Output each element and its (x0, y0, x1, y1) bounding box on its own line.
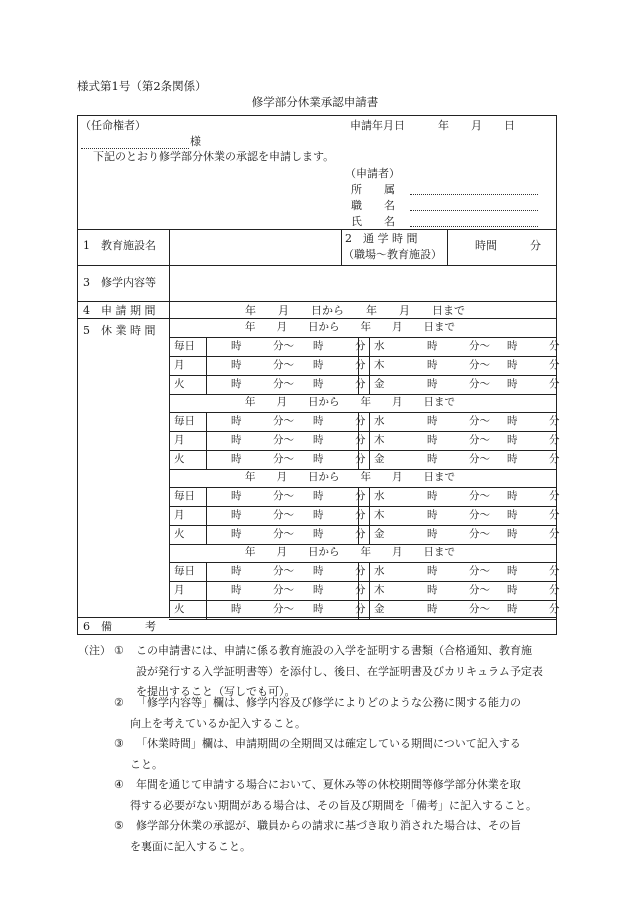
time-end-field[interactable]: 時 分 (507, 490, 560, 502)
day-label: 水 (374, 490, 385, 502)
day-label: 木 (374, 509, 385, 521)
commute-time-label: 2 通 学 時 間 (345, 232, 418, 245)
day-label: 毎日 (174, 490, 195, 502)
time-end-field[interactable]: 時 分 (313, 490, 366, 502)
time-end-field[interactable]: 時 分 (313, 565, 366, 577)
affiliation-label: 所 属 (351, 183, 395, 196)
note-number-4: ④ (114, 778, 124, 791)
time-end-field[interactable]: 時 分 (313, 340, 366, 352)
note-text-1: この申請書には、申請に係る教育施設の入学を証明する書類（合格通知、教育施 設が発行する入学証明書等）を添付し、後日、在学証明書及びカリキュラム予定表 を提出すること（写しでも可）。 (136, 644, 543, 698)
time-start-field[interactable]: 時 分～ (427, 340, 490, 352)
time-start-field[interactable]: 時 分～ (427, 528, 490, 540)
time-start-field[interactable]: 時 分～ (231, 378, 294, 390)
time-end-field[interactable]: 時 分 (507, 603, 560, 615)
day-label: 水 (374, 565, 385, 577)
time-end-field[interactable]: 時 分 (313, 528, 366, 540)
day-label: 金 (374, 603, 385, 615)
time-start-field[interactable]: 時 分～ (231, 340, 294, 352)
note-text-4: 年間を通じて申請する場合において、夏休み等の休校期間等修学部分休業を取 得する必要がない期間がある場合は、その旨及び期間を「備考」に記入すること。 (130, 778, 537, 812)
day-label: 水 (374, 340, 385, 352)
day-label: 木 (374, 584, 385, 596)
commute-time-value[interactable]: 時間 分 (475, 239, 541, 252)
time-start-field[interactable]: 時 分～ (231, 490, 294, 502)
form-label: 様式第1号（第2条関係） (77, 79, 207, 93)
time-start-field[interactable]: 時 分～ (427, 378, 490, 390)
day-label: 金 (374, 528, 385, 540)
remarks-label: 6 備 考 (83, 620, 156, 633)
time-start-field[interactable]: 時 分～ (427, 603, 490, 615)
document-title: 修学部分休業承認申請書 (251, 95, 379, 109)
day-label: 火 (174, 528, 185, 540)
day-label: 月 (174, 584, 185, 596)
note-number-5: ⑤ (114, 819, 124, 832)
notes-prefix: （注） (78, 644, 111, 657)
time-end-field[interactable]: 時 分 (313, 434, 366, 446)
note-text-5: 修学部分休業の承認が、職員からの請求に基づき取り消された場合は、その旨 を裏面に記入すること。 (130, 819, 521, 853)
authority-name-line[interactable] (81, 148, 189, 149)
affiliation-field[interactable] (410, 194, 538, 195)
name-field[interactable] (410, 226, 538, 227)
note-text-3: 「休業時間」欄は、申請期間の全期間又は確定している期間について記入する こと。 (130, 737, 521, 771)
time-end-field[interactable]: 時 分 (507, 359, 560, 371)
time-end-field[interactable]: 時 分 (313, 415, 366, 427)
time-end-field[interactable]: 時 分 (313, 509, 366, 521)
time-start-field[interactable]: 時 分～ (427, 565, 490, 577)
position-label: 職 名 (351, 199, 395, 212)
application-date[interactable]: 申請年月日 年 月 日 (350, 119, 515, 132)
day-label: 月 (174, 434, 185, 446)
time-end-field[interactable]: 時 分 (507, 584, 560, 596)
leave-time-label: 5 休 業 時 間 (83, 324, 156, 337)
day-label: 金 (374, 453, 385, 465)
time-start-field[interactable]: 時 分～ (427, 509, 490, 521)
study-content-label: 3 修学内容等 (83, 276, 156, 289)
time-end-field[interactable]: 時 分 (507, 509, 560, 521)
day-label: 火 (174, 453, 185, 465)
time-start-field[interactable]: 時 分～ (427, 359, 490, 371)
time-end-field[interactable]: 時 分 (507, 340, 560, 352)
time-start-field[interactable]: 時 分～ (231, 603, 294, 615)
application-period-label: 4 申 請 期 間 (83, 304, 156, 317)
honorific: 様 (190, 135, 201, 148)
time-start-field[interactable]: 時 分～ (427, 434, 490, 446)
institution-name-label: 1 教育施設名 (83, 239, 156, 252)
time-end-field[interactable]: 時 分 (313, 603, 366, 615)
time-start-field[interactable]: 時 分～ (231, 453, 294, 465)
day-label: 木 (374, 434, 385, 446)
time-end-field[interactable]: 時 分 (507, 415, 560, 427)
application-form (77, 115, 560, 635)
time-end-field[interactable]: 時 分 (313, 584, 366, 596)
note-number-3: ③ (114, 737, 124, 750)
day-label: 月 (174, 359, 185, 371)
time-end-field[interactable]: 時 分 (507, 434, 560, 446)
commute-route-label: （職場～教育施設） (343, 248, 442, 261)
authority-label: （任命権者） (80, 119, 146, 132)
day-label: 金 (374, 378, 385, 390)
time-start-field[interactable]: 時 分～ (231, 415, 294, 427)
day-label: 水 (374, 415, 385, 427)
time-end-field[interactable]: 時 分 (313, 453, 366, 465)
day-label: 火 (174, 603, 185, 615)
time-start-field[interactable]: 時 分～ (231, 565, 294, 577)
time-start-field[interactable]: 時 分～ (231, 509, 294, 521)
time-end-field[interactable]: 時 分 (313, 359, 366, 371)
day-label: 火 (174, 378, 185, 390)
time-start-field[interactable]: 時 分～ (231, 584, 294, 596)
time-start-field[interactable]: 時 分～ (427, 584, 490, 596)
day-label: 月 (174, 509, 185, 521)
applicant-label: （申請者） (345, 167, 400, 180)
day-label: 木 (374, 359, 385, 371)
note-text-2: 「修学内容等」欄は、修学内容及び修学によりどのような公務に関する能力の 向上を考えているか記入すること。 (130, 696, 521, 730)
note-number-2: ② (114, 696, 124, 709)
schedule-period-3[interactable]: 年 月 日から 年 月 日まで (245, 471, 455, 483)
position-field[interactable] (410, 210, 538, 211)
note-number-1: ① (114, 644, 124, 657)
time-start-field[interactable]: 時 分～ (231, 434, 294, 446)
time-start-field[interactable]: 時 分～ (231, 359, 294, 371)
time-start-field[interactable]: 時 分～ (427, 415, 490, 427)
time-end-field[interactable]: 時 分 (313, 378, 366, 390)
time-start-field[interactable]: 時 分～ (427, 453, 490, 465)
day-label: 毎日 (174, 565, 195, 577)
day-label: 毎日 (174, 415, 195, 427)
time-start-field[interactable]: 時 分～ (231, 528, 294, 540)
schedule-period-4[interactable]: 年 月 日から 年 月 日まで (245, 546, 455, 558)
time-end-field[interactable]: 時 分 (507, 565, 560, 577)
name-label: 氏 名 (351, 215, 395, 228)
schedule-period-1[interactable]: 年 月 日から 年 月 日まで (245, 321, 455, 333)
application-period-value[interactable]: 年 月 日から 年 月 日まで (245, 304, 465, 317)
time-end-field[interactable]: 時 分 (507, 378, 560, 390)
intro-text: 下記のとおり修学部分休業の承認を申請します。 (93, 150, 335, 163)
schedule-period-2[interactable]: 年 月 日から 年 月 日まで (245, 396, 455, 408)
time-end-field[interactable]: 時 分 (507, 528, 560, 540)
time-start-field[interactable]: 時 分～ (427, 490, 490, 502)
day-label: 毎日 (174, 340, 195, 352)
time-end-field[interactable]: 時 分 (507, 453, 560, 465)
